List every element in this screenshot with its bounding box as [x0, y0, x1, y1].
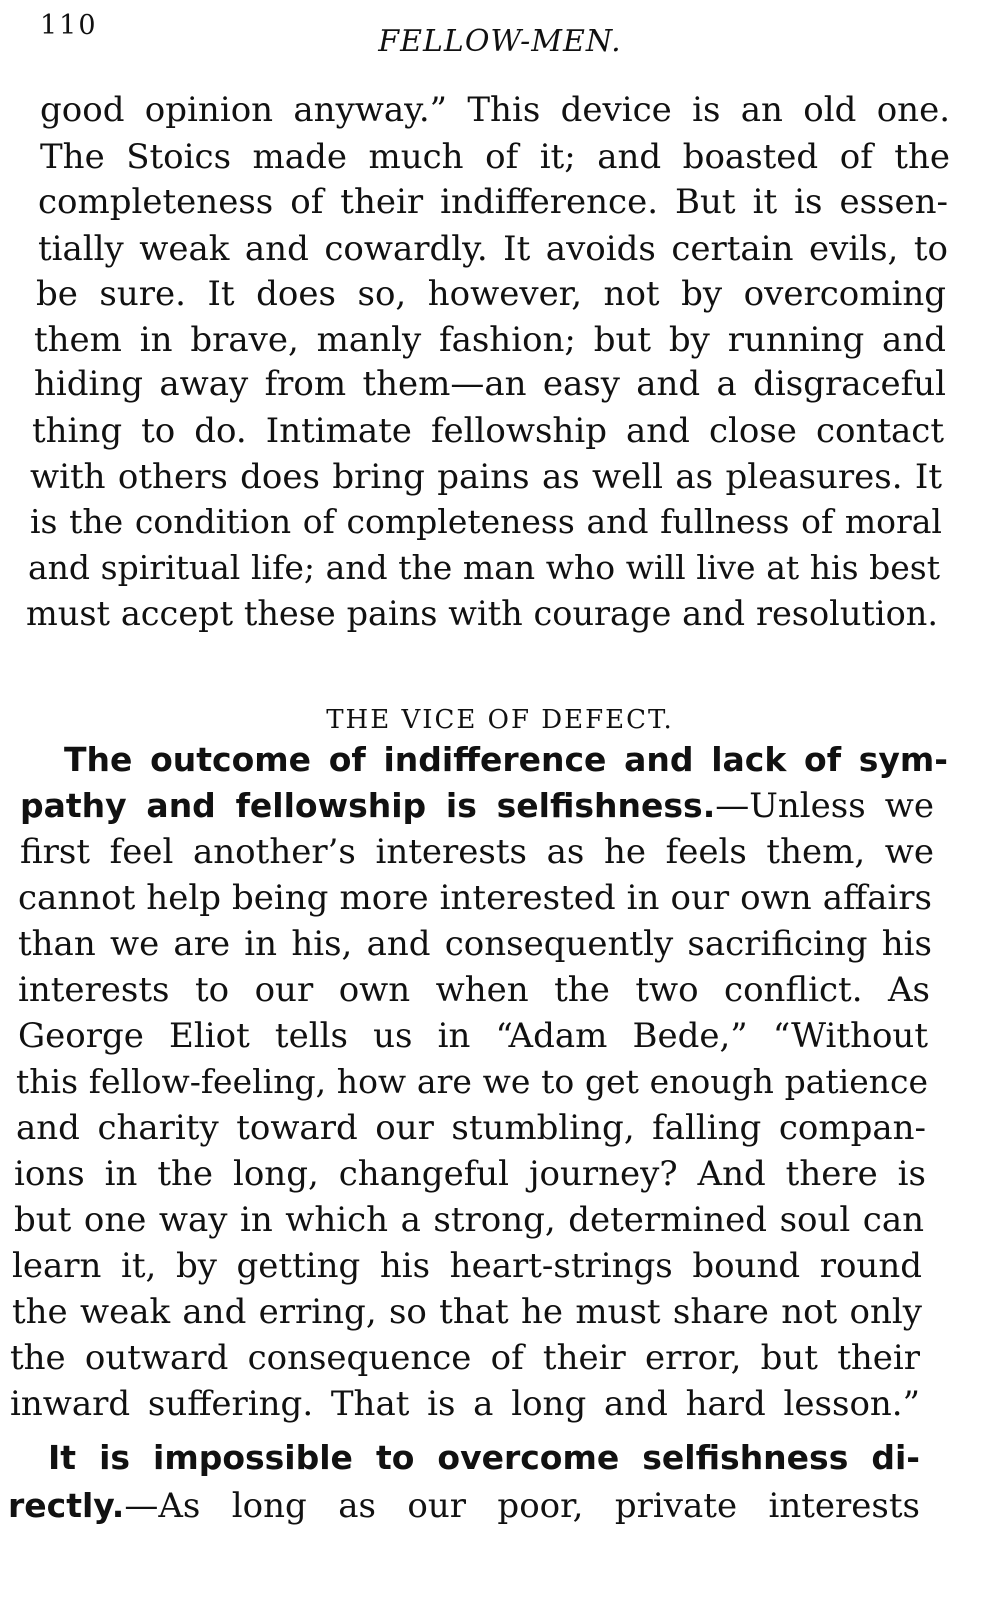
text-line [20, 830, 934, 874]
text-line [18, 968, 930, 1012]
text-line: good opinion anyway.” This device is an old one. [40, 90, 950, 130]
body-text: learn it, by getting his heart-strings bound round [12, 1246, 922, 1286]
section-heading: THE VICE OF DEFECT. [326, 705, 674, 735]
bold-lead-text: The outcome of indifference and lack of sym- [64, 740, 948, 779]
bold-lead-text: rectly. [8, 1486, 125, 1525]
text-line [18, 1014, 928, 1058]
page-number: 110 [40, 10, 98, 41]
body-text: interests to our own when the two conflict. As [18, 970, 930, 1010]
body-text: ions in the long, changeful journey? And there is [14, 1154, 926, 1194]
text-line: and spiritual life; and the man who will live at his best [28, 548, 940, 587]
text-line [16, 1060, 928, 1104]
text-line: hiding away from them—an easy and a disgraceful [34, 364, 946, 404]
text-line [18, 922, 932, 966]
text-line: The Stoics made much of it; and boasted of the [40, 137, 950, 177]
text-line: is the condition of completeness and fullness of moral [30, 502, 942, 541]
body-text: —As long as our poor, private interests [124, 1486, 920, 1526]
bold-lead-text: It is impossible to overcome selfishness di- [48, 1438, 920, 1477]
body-text: first feel another’s interests as he feels them, we [20, 832, 934, 872]
body-text: and charity toward our stumbling, falling compan- [16, 1108, 926, 1148]
text-line [20, 784, 934, 828]
text-line: tially weak and cowardly. It avoids certain evils, to [38, 229, 948, 269]
text-line [10, 1336, 920, 1380]
body-text: the weak and erring, so that he must share not only [12, 1292, 922, 1332]
text-line [14, 1198, 924, 1242]
text-line: completeness of their indifference. But it is essen- [38, 182, 948, 222]
text-line [8, 1484, 920, 1528]
body-text: George Eliot tells us in “Adam Bede,” “Without [18, 1016, 928, 1056]
text-line [12, 1290, 922, 1334]
body-text: than we are in his, and consequently sacrificing his [18, 924, 932, 964]
body-text: this fellow-feeling, how are we to get enough patience [16, 1062, 928, 1101]
text-line [18, 876, 932, 920]
text-line [16, 1106, 926, 1150]
text-line: with others does bring pains as well as pleasures. It [30, 457, 942, 497]
text-line [12, 1244, 922, 1288]
body-text: the outward consequence of their error, but their [10, 1338, 920, 1378]
text-line: them in brave, manly fashion; but by running and [34, 320, 946, 360]
bold-lead-text: pathy and fellowship is selfishness. [20, 786, 716, 825]
text-line [10, 1382, 920, 1426]
running-head: FELLOW-MEN. [378, 24, 622, 59]
text-line: be sure. It does so, however, not by overcoming [36, 274, 946, 314]
text-line: must accept these pains with courage and resolution. [26, 594, 938, 633]
body-text: inward suffering. That is a long and hard lesson.” [10, 1384, 920, 1424]
text-line [14, 1152, 926, 1196]
body-text: but one way in which a strong, determined soul can [14, 1200, 924, 1240]
text-line [48, 1436, 920, 1480]
text-line: thing to do. Intimate fellowship and close contact [32, 411, 944, 451]
body-text: —Unless we [715, 786, 934, 826]
text-line [64, 738, 948, 782]
body-text: cannot help being more interested in our own affairs [18, 878, 932, 918]
